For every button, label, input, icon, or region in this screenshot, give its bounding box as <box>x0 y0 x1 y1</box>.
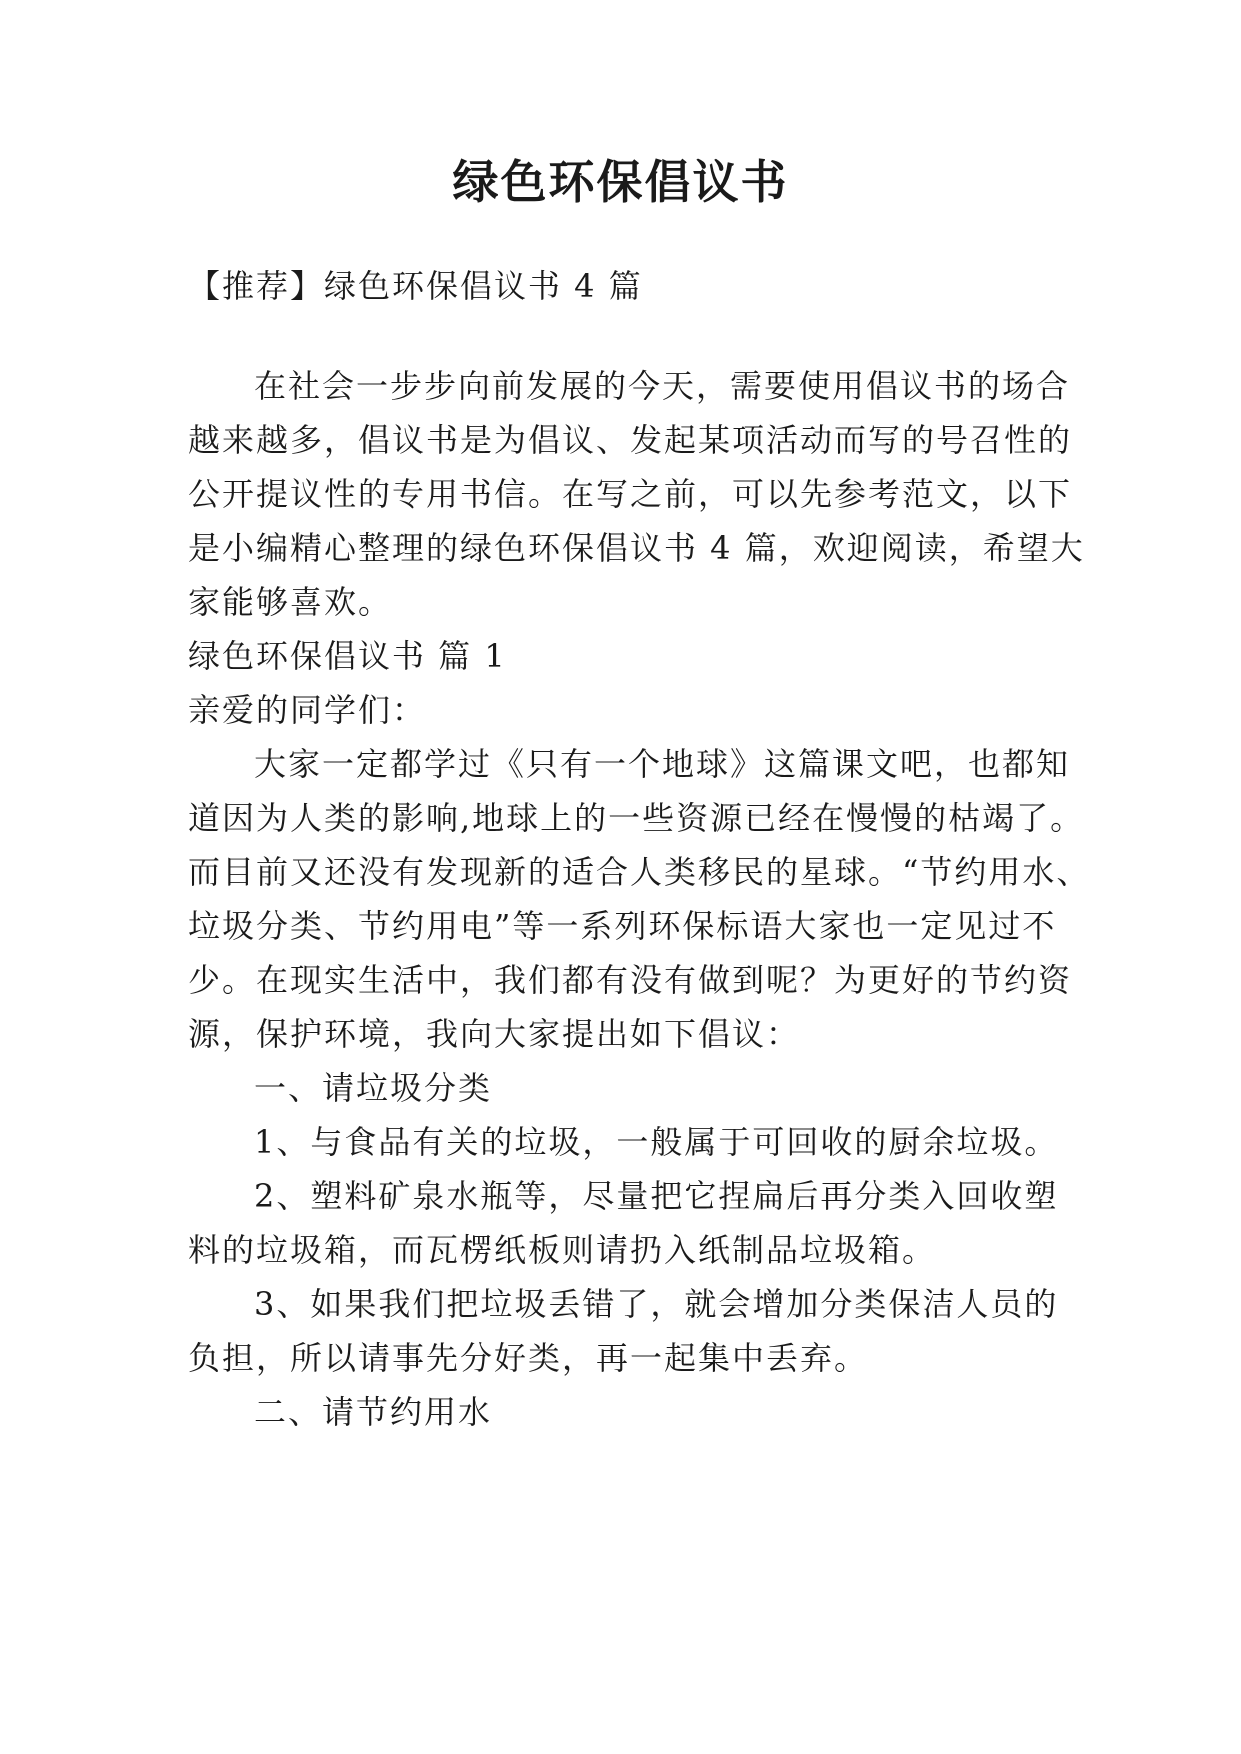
intro-line: 家能够喜欢。 <box>188 583 393 621</box>
intro-line: 公开提议性的专用书信。在写之前，可以先参考范文，以下 <box>188 475 1073 513</box>
document-title: 绿色环保倡议书 <box>452 155 789 209</box>
item-line: 2、塑料矿泉水瓶等，尽量把它捏扁后再分类入回收塑 <box>254 1177 1059 1215</box>
body-line: 大家一定都学过《只有一个地球》这篇课文吧，也都知 <box>254 745 1071 783</box>
item-line: 3、如果我们把垃圾丢错了，就会增加分类保洁人员的 <box>254 1285 1059 1323</box>
intro-line: 在社会一步步向前发展的今天，需要使用倡议书的场合 <box>254 367 1071 405</box>
item-heading: 二、请节约用水 <box>254 1393 493 1431</box>
body-line: 垃圾分类、节约用电”等一系列环保标语大家也一定见过不 <box>188 907 1057 945</box>
body-line: 源，保护环境，我向大家提出如下倡议： <box>188 1015 801 1053</box>
body-line: 少。在现实生活中，我们都有没有做到呢？为更好的节约资 <box>188 961 1073 999</box>
item-heading: 一、请垃圾分类 <box>254 1069 493 1107</box>
item-line: 料的垃圾箱，而瓦楞纸板则请扔入纸制品垃圾箱。 <box>188 1231 937 1269</box>
document-subtitle: 【推荐】绿色环保倡议书 4 篇 <box>188 267 643 305</box>
greeting: 亲爱的同学们： <box>188 691 427 729</box>
intro-line: 越来越多，倡议书是为倡议、发起某项活动而写的号召性的 <box>188 421 1073 459</box>
item-line: 1、与食品有关的垃圾，一般属于可回收的厨余垃圾。 <box>254 1123 1059 1161</box>
intro-line: 是小编精心整理的绿色环保倡议书 4 篇，欢迎阅读，希望大 <box>188 529 1085 567</box>
body-line: 道因为人类的影响,地球上的一些资源已经在慢慢的枯竭了。 <box>188 799 1085 837</box>
section-heading: 绿色环保倡议书 篇 1 <box>188 637 507 675</box>
body-line: 而目前又还没有发现新的适合人类移民的星球。“节约用水、 <box>188 853 1091 891</box>
item-line: 负担，所以请事先分好类，再一起集中丢弃。 <box>188 1339 869 1377</box>
